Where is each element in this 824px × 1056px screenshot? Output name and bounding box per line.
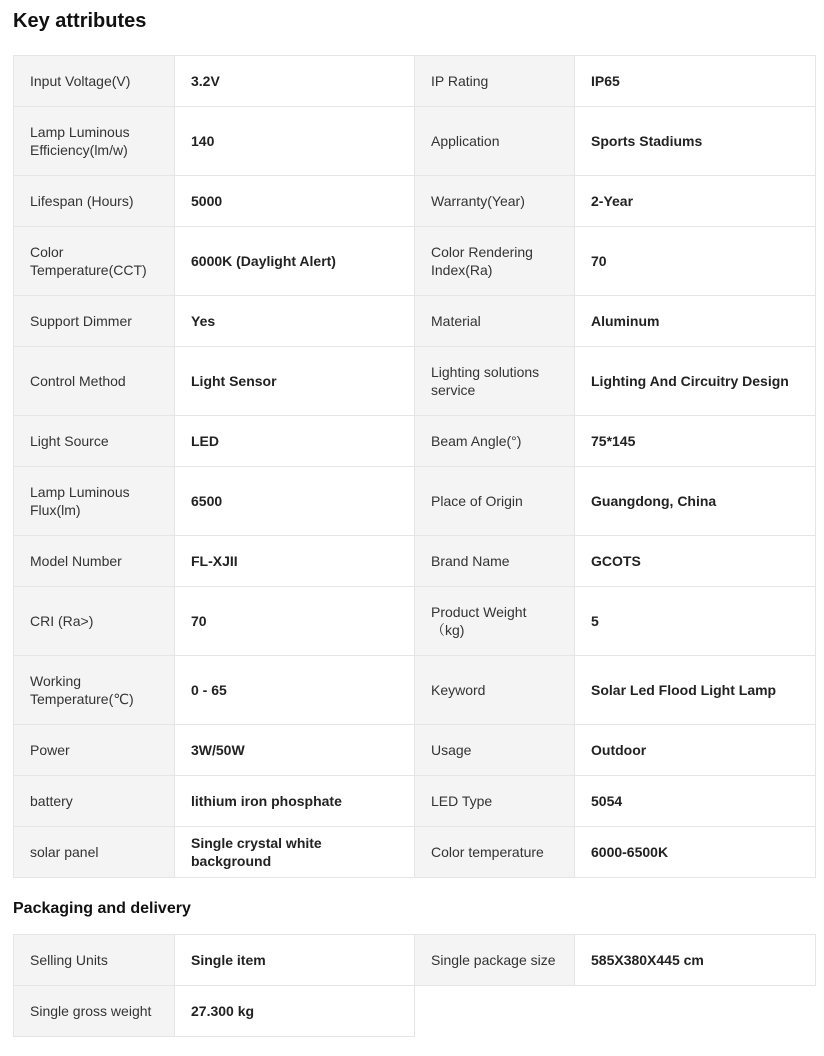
attribute-value: GCOTS [575,536,816,587]
attribute-value: Light Sensor [175,347,415,416]
attribute-name: Selling Units [14,935,175,986]
attribute-name: Beam Angle(°) [415,416,575,467]
attribute-value: 6500 [175,467,415,536]
table-row [14,827,816,878]
attribute-value: 5000 [175,176,415,227]
attribute-name: CRI (Ra>) [14,587,175,656]
attribute-value: 5054 [575,776,816,827]
table-row [14,227,816,296]
table-row [14,536,816,587]
table-row [14,656,816,725]
table-row [14,176,816,227]
attribute-value: Sports Stadiums [575,107,816,176]
attribute-name: Keyword [415,656,575,725]
attribute-name: Color Rendering Index(Ra) [415,227,575,296]
attribute-name: Lamp Luminous Flux(lm) [14,467,175,536]
attribute-value: 27.300 kg [175,986,415,1037]
attribute-name: Model Number [14,536,175,587]
attribute-name: Color Temperature(CCT) [14,227,175,296]
table-row [14,296,816,347]
packaging-delivery-title: Packaging and delivery [13,900,191,917]
table-row [14,587,816,656]
attribute-value: 6000-6500K [575,827,816,878]
attribute-name: Color temperature [415,827,575,878]
attribute-name: Support Dimmer [14,296,175,347]
attribute-value: 75*145 [575,416,816,467]
table-row [14,776,816,827]
attribute-value: Single item [175,935,415,986]
attribute-value: 70 [175,587,415,656]
attribute-value: 2-Year [575,176,816,227]
attribute-value: 3W/50W [175,725,415,776]
attribute-name: Place of Origin [415,467,575,536]
attribute-name: Control Method [14,347,175,416]
attribute-value: LED [175,416,415,467]
table-row [14,986,816,1037]
table-row [14,107,816,176]
attribute-name: Working Temperature(℃) [14,656,175,725]
attribute-value: lithium iron phosphate [175,776,415,827]
attribute-name: Input Voltage(V) [14,56,175,107]
table-row [14,467,816,536]
attribute-name: Application [415,107,575,176]
attribute-name: LED Type [415,776,575,827]
empty-cell [415,986,575,1037]
table-row [14,347,816,416]
attribute-value: 70 [575,227,816,296]
attribute-value: 140 [175,107,415,176]
attribute-value: 585X380X445 cm [575,935,816,986]
packaging-delivery-table [13,934,816,1037]
attribute-name: Single package size [415,935,575,986]
attribute-name: Warranty(Year) [415,176,575,227]
attribute-name: Product Weight （kg) [415,587,575,656]
attribute-value: 5 [575,587,816,656]
attribute-value: Guangdong, China [575,467,816,536]
attribute-value: IP65 [575,56,816,107]
table-row [14,725,816,776]
attribute-name: Light Source [14,416,175,467]
attribute-name: Material [415,296,575,347]
attribute-value: FL-XJII [175,536,415,587]
attribute-name: Lamp Luminous Efficiency(lm/w) [14,107,175,176]
table-row [14,56,816,107]
attribute-value: 6000K (Daylight Alert) [175,227,415,296]
attribute-name: Power [14,725,175,776]
attribute-name: Brand Name [415,536,575,587]
attribute-value: Solar Led Flood Light Lamp [575,656,816,725]
attribute-name: Lifespan (Hours) [14,176,175,227]
attribute-value: Aluminum [575,296,816,347]
attribute-name: IP Rating [415,56,575,107]
attribute-value: Outdoor [575,725,816,776]
key-attributes-table [13,55,816,878]
attribute-value: 0 - 65 [175,656,415,725]
key-attributes-title: Key attributes [13,10,147,32]
empty-cell [575,986,816,1037]
attribute-name: Usage [415,725,575,776]
attribute-value: Single crystal white background [175,827,415,878]
table-row [14,416,816,467]
attribute-name: Single gross weight [14,986,175,1037]
attribute-name: battery [14,776,175,827]
attribute-name: Lighting solutions service [415,347,575,416]
attribute-name: solar panel [14,827,175,878]
attribute-value: Yes [175,296,415,347]
table-row [14,935,816,986]
attribute-value: 3.2V [175,56,415,107]
attribute-value: Lighting And Circuitry Design [575,347,816,416]
